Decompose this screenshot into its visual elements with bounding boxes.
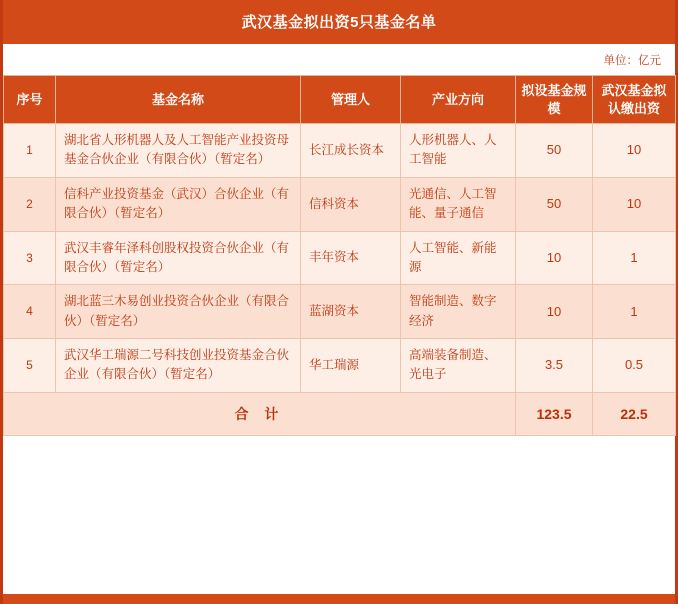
table-header-row bbox=[4, 76, 676, 124]
cell-industry-direction: 人工智能、新能源 bbox=[401, 231, 516, 285]
cell-manager: 长江成长资本 bbox=[301, 124, 401, 178]
cell-planned-scale: 10 bbox=[516, 285, 593, 339]
cell-manager: 丰年资本 bbox=[301, 231, 401, 285]
cell-planned-scale: 10 bbox=[516, 231, 593, 285]
total-wuhan-contribution: 22.5 bbox=[593, 392, 676, 435]
cell-wuhan-contribution: 1 bbox=[593, 285, 676, 339]
cell-wuhan-contribution: 10 bbox=[593, 124, 676, 178]
cell-fund-name: 湖北省人形机器人及人工智能产业投资母基金合伙企业（有限合伙）（暂定名） bbox=[56, 124, 301, 178]
table-row bbox=[4, 124, 676, 178]
cell-fund-name: 信科产业投资基金（武汉）合伙企业（有限合伙）（暂定名） bbox=[56, 177, 301, 231]
total-label: 合 计 bbox=[4, 392, 516, 435]
cell-manager: 华工瑞源 bbox=[301, 339, 401, 393]
cell-planned-scale: 3.5 bbox=[516, 339, 593, 393]
cell-industry-direction: 高端装备制造、光电子 bbox=[401, 339, 516, 393]
page-title: 武汉基金拟出资5只基金名单 bbox=[3, 0, 675, 44]
cell-planned-scale: 50 bbox=[516, 177, 593, 231]
cell-fund-name: 武汉华工瑞源二号科技创业投资基金合伙企业（有限合伙）（暂定名） bbox=[56, 339, 301, 393]
cell-index: 2 bbox=[4, 177, 56, 231]
cell-manager: 信科资本 bbox=[301, 177, 401, 231]
cell-wuhan-contribution: 0.5 bbox=[593, 339, 676, 393]
column-header-fund-name: 基金名称 bbox=[56, 76, 301, 124]
cell-index: 4 bbox=[4, 285, 56, 339]
table-row bbox=[4, 285, 676, 339]
cell-fund-name: 湖北蓝三木易创业投资合伙企业（有限合伙）（暂定名） bbox=[56, 285, 301, 339]
unit-note: 单位：亿元 bbox=[3, 44, 675, 75]
cell-industry-direction: 智能制造、数字经济 bbox=[401, 285, 516, 339]
cell-index: 5 bbox=[4, 339, 56, 393]
column-header-planned-scale: 拟设基金规模 bbox=[516, 76, 593, 124]
cell-index: 3 bbox=[4, 231, 56, 285]
table-row bbox=[4, 177, 676, 231]
column-header-manager: 管理人 bbox=[301, 76, 401, 124]
cell-index: 1 bbox=[4, 124, 56, 178]
cell-manager: 蓝湖资本 bbox=[301, 285, 401, 339]
table-row bbox=[4, 231, 676, 285]
cell-industry-direction: 光通信、人工智能、量子通信 bbox=[401, 177, 516, 231]
table-total-row bbox=[4, 392, 676, 435]
table-row bbox=[4, 339, 676, 393]
cell-fund-name: 武汉丰睿年泽科创股权投资合伙企业（有限合伙）（暂定名） bbox=[56, 231, 301, 285]
column-header-index: 序号 bbox=[4, 76, 56, 124]
cell-wuhan-contribution: 1 bbox=[593, 231, 676, 285]
cell-industry-direction: 人形机器人、人工智能 bbox=[401, 124, 516, 178]
total-planned-scale: 123.5 bbox=[516, 392, 593, 435]
column-header-wuhan-contribution: 武汉基金拟认缴出资 bbox=[593, 76, 676, 124]
fund-list-table bbox=[3, 75, 676, 436]
column-header-industry-direction: 产业方向 bbox=[401, 76, 516, 124]
bottom-accent-bar bbox=[3, 594, 675, 604]
cell-wuhan-contribution: 10 bbox=[593, 177, 676, 231]
cell-planned-scale: 50 bbox=[516, 124, 593, 178]
